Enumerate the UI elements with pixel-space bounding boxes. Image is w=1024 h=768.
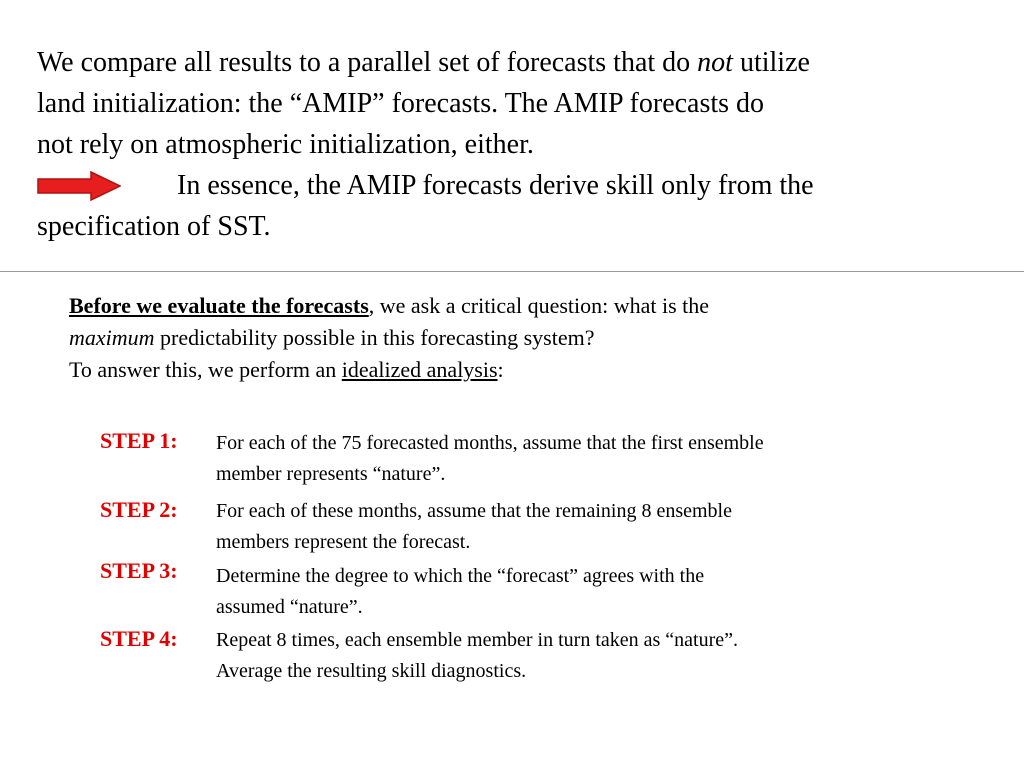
question-line-1 [69, 290, 969, 322]
question-text: , we ask a critical question: what is the [368, 293, 710, 318]
step-1-line: For each of the 75 forecasted months, assume that the first ensemble [216, 432, 764, 454]
step-1-text [216, 428, 936, 490]
horizontal-divider [0, 271, 1024, 272]
step-4-line: Repeat 8 times, each ensemble member in turn taken as “nature”. [216, 629, 739, 651]
step-3-label: STEP 3: [100, 558, 178, 583]
right-arrow-icon [37, 171, 121, 201]
question-emphasis: maximum [69, 325, 155, 350]
intro-line-4 [37, 165, 997, 206]
step-4-text [216, 625, 936, 687]
intro-line-2: land initialization: the “AMIP” forecasts. The AMIP forecasts do [37, 88, 765, 119]
intro-line-3: not rely on atmospheric initialization, either. [37, 129, 534, 160]
question-text: : [497, 357, 504, 382]
step-1-line: member represents “nature”. [216, 463, 446, 485]
intro-text: utilize [732, 47, 810, 78]
intro-line-5: specification of SST. [37, 211, 271, 242]
intro-paragraph [37, 42, 997, 247]
step-3-line: assumed “nature”. [216, 596, 363, 618]
arrow-shape [38, 172, 120, 200]
question-line-2 [69, 322, 969, 354]
step-3-line: Determine the degree to which the “forecast” agrees with the [216, 565, 705, 587]
intro-text: We compare all results to a parallel set of forecasts that do [37, 47, 698, 78]
intro-line-1 [37, 42, 997, 83]
intro-text: In essence, the AMIP forecasts derive skill only from the [177, 170, 814, 201]
question-heading: Before we evaluate the forecasts [69, 293, 369, 318]
step-4-line: Average the resulting skill diagnostics. [216, 660, 527, 682]
step-2-text [216, 496, 936, 558]
step-3-text [216, 561, 936, 623]
step-1-label: STEP 1: [100, 428, 178, 453]
question-text: To answer this, we perform an [69, 357, 342, 382]
intro-emphasis: not [697, 47, 733, 78]
step-2-line: members represent the forecast. [216, 531, 471, 553]
question-line-3 [69, 354, 969, 386]
question-underlined: idealized analysis [341, 357, 498, 382]
step-2-label: STEP 2: [100, 497, 178, 522]
step-4-label: STEP 4: [100, 626, 178, 651]
step-2-line: For each of these months, assume that the remaining 8 ensemble [216, 500, 732, 522]
question-paragraph [69, 290, 969, 386]
question-text: predictability possible in this forecasting system? [154, 325, 595, 350]
